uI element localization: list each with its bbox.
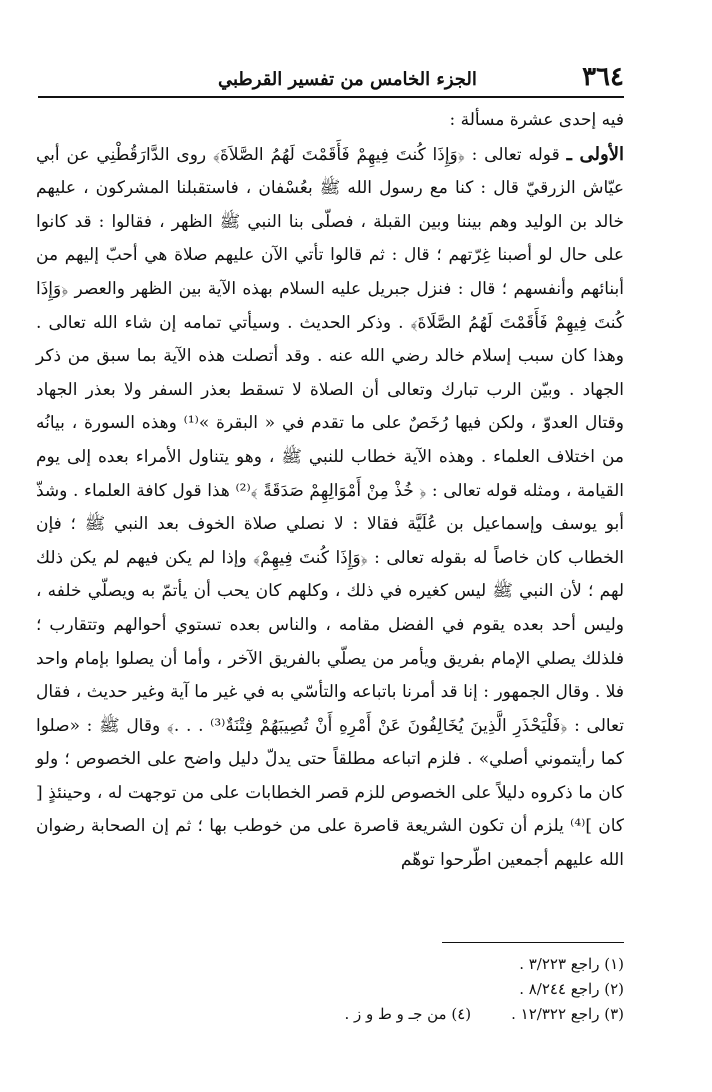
running-title: الجزء الخامس من تفسير القرطبي — [218, 69, 477, 90]
footnote-rule — [442, 942, 624, 943]
page-number: ٣٦٤ — [582, 62, 624, 92]
footnote-4: (٤) من جـ و ط و ز . — [344, 1005, 472, 1023]
page-header — [38, 56, 624, 96]
main-text — [36, 104, 624, 878]
header-rule — [38, 96, 624, 98]
paragraph-text: قوله تعالى : ﴿وَإِذَا كُنتَ فِيهِمْ فَأَقَمْتَ لَهُمُ الصَّلاَةَ﴾ روى الدَّارَقُطْنِي عن أبي عيّاش الزرقيّ قال : كنا مع رسول الله ﷺ بعُسْفان ، فاستقبلنا المشركون ، عليهم خالد بن الوليد وهم بيننا وبين القبلة ، فصلّى بنا النبي ﷺ الظهر ، فقالوا : قد كانوا على حال لو أصبنا غِرّتهم ؛ قال : ثم قالوا تأتي الآن عليهم صلاة هي أحبّ إليهم من أبنائهم وأنفسهم ؛ قال : فنزل جبريل عليه السلام بهذه الآية بين الظهر والعصر ﴿وَإِذَا كُنتَ فِيهِمْ فَأَقَمْتَ لَهُمُ الصَّلَاةَ﴾ . وذكر الحديث . وسيأتي تمامه إن شاء الله تعالى . وهذا كان سبب إسلام خالد رضي الله عنه . وقد أتصلت هذه الآية بما سبق من ذكر الجهاد . وبيّن الرب تبارك وتعالى أن الصلاة لا تسقط بعذر السفر ولا بعذر الجهاد وقتال العدوّ ، ولكن فيها رُخَصٌ على ما تقدم في « البقرة »⁽¹⁾ وهذه السورة ، بيانُه من اختلاف العلماء . وهذه الآية خطاب للنبي ﷺ ، وهو يتناول الأمراء بعده إلى يوم القيامة ، ومثله قوله تعالى : ﴿ خُذْ مِنْ أَمْوَالِهِمْ صَدَقَةً ﴾⁽²⁾ هذا قول كافة العلماء . وشذّ أبو يوسف وإسماعيل بن عُلَيَّة فقالا : لا نصلي صلاة الخوف بعد النبي ﷺ ؛ فإن الخطاب كان خاصاً له بقوله تعالى : ﴿وَإِذَا كُنتَ فِيهِمْ﴾ وإذا لم يكن فيهم لم يكن ذلك لهم ؛ لأن النبي ﷺ ليس كغيره في ذلك ، وكلهم كان يحب أن يأتمّ به ويصلّي خلفه ، وليس أحد بعده يقوم في الفضل مقامه ، والناس بعده تستوي أحوالهم وتتقارب ؛ فلذلك يصلي الإمام بفريق ويأمر من يصلّي بالفريق الآخر ، وأما أن يصلوا بإمام واحد فلا . وقال الجمهور : إنا قد أمرنا باتباعه والتأسّي به في غير ما آية وغير حديث ، فقال تعالى : ﴿فَلْيَحْذَرِ الَّذِينَ يُخَالِفُونَ عَنْ أَمْرِهِ أَنْ تُصِيبَهُمْ فِتْنَةٌ⁽³⁾ . . .﴾ وقال ﷺ : «صلوا كما رأيتموني أصلي» . فلزم اتباعه مطلقاً حتى يدلّ دليل واضح على الخصوص ؛ ولو كان ما ذكروه دليلاً على الخصوص للزم قصر الخطابات على من توجهت له ، وحينئذٍ [ كان ]⁽⁴⁾ يلزم أن تكون الشريعة قاصرة على من خوطب بها ؛ ثم إن الصحابة رضوان الله عليهم أجمعين اطّرحوا توهّم — [36, 144, 624, 871]
footnote-2: (٢) راجع ٨/٢٤٤ . — [519, 980, 624, 998]
footnotes — [224, 952, 624, 1027]
paragraph — [36, 138, 624, 878]
footnote-3: (٣) راجع ١٢/٣٢٢ . — [511, 1005, 624, 1023]
issue-lead: الأولى ـ — [566, 143, 624, 165]
intro-line: فيه إحدى عشرة مسألة : — [449, 110, 624, 130]
footnote-1: (١) راجع ٣/٢٢٣ . — [519, 955, 624, 973]
